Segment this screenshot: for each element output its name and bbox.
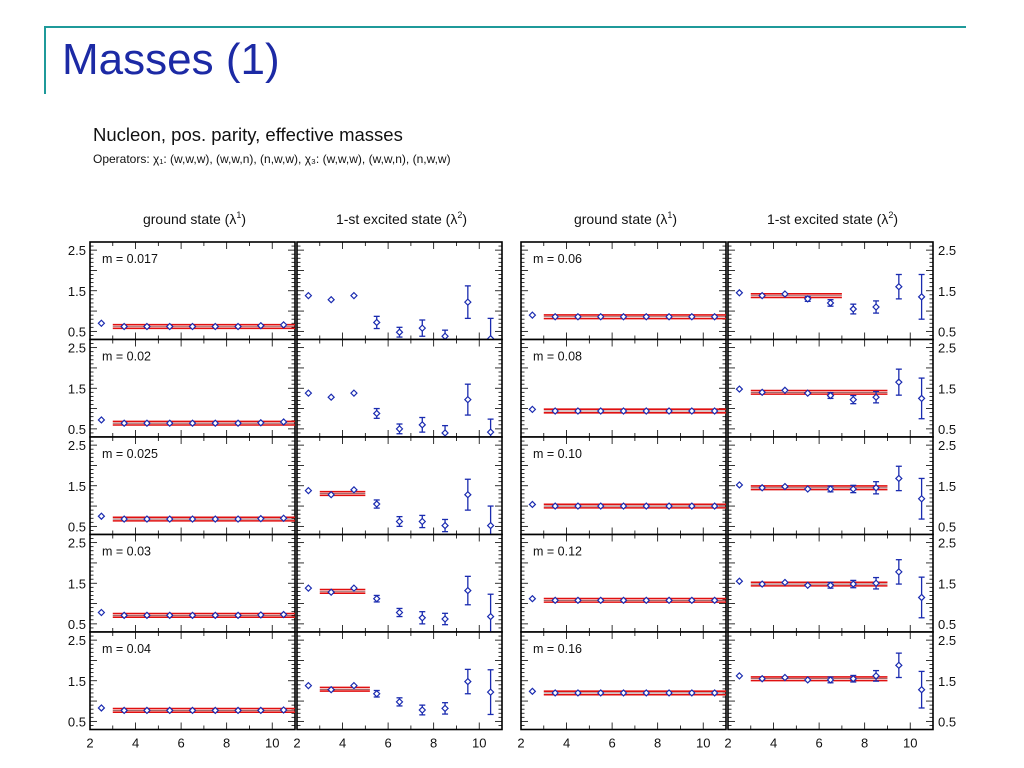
y-tick-label: 1.5 bbox=[67, 576, 86, 592]
column-header: 1-st excited state $(\lambda^2)$ bbox=[766, 210, 899, 227]
y-tick-label: 2.5 bbox=[938, 340, 957, 356]
x-tick-label: 10 bbox=[902, 735, 918, 751]
mass-label: m = 0.03 bbox=[102, 544, 151, 559]
mass-label: m = 0.02 bbox=[102, 349, 151, 364]
mass-label: m = 0.025 bbox=[102, 447, 158, 461]
column-header: ground state $(\lambda^1)$ bbox=[573, 210, 678, 227]
y-tick-label: 2.5 bbox=[67, 535, 86, 551]
x-tick-label: 2 bbox=[293, 735, 301, 751]
x-tick-label: 4 bbox=[131, 735, 140, 751]
y-tick-label: 0.5 bbox=[938, 421, 957, 437]
x-tick-label: 4 bbox=[338, 735, 347, 751]
x-tick-label: 10 bbox=[264, 735, 280, 751]
mass-label: m = 0.06 bbox=[533, 252, 582, 266]
y-tick-label: 1.5 bbox=[938, 283, 957, 299]
mass-label: m = 0.017 bbox=[102, 252, 158, 266]
y-tick-label: 0.5 bbox=[938, 324, 957, 340]
y-tick-label: 1.5 bbox=[67, 673, 86, 689]
column-header: 1-st excited state $(\lambda^2)$ bbox=[335, 210, 468, 227]
mass-label: m = 0.10 bbox=[533, 447, 582, 461]
y-tick-label: 0.5 bbox=[938, 616, 957, 632]
y-tick-label: 0.5 bbox=[67, 324, 86, 340]
x-tick-label: 8 bbox=[654, 735, 662, 751]
y-tick-label: 0.5 bbox=[67, 714, 86, 730]
y-tick-label: 2.5 bbox=[938, 535, 957, 551]
x-tick-label: 8 bbox=[861, 735, 869, 751]
y-tick-label: 0.5 bbox=[67, 616, 86, 632]
x-tick-label: 2 bbox=[517, 735, 525, 751]
y-tick-label: 1.5 bbox=[938, 673, 957, 689]
figure-subtitle: Operators: χ₁: (w,w,w), (w,w,n), (n,w,w), χ₃: (w,w,w), (w,w,n), (n,w,w) bbox=[93, 152, 451, 166]
slide-title: Masses (1) bbox=[62, 35, 280, 84]
y-tick-label: 2.5 bbox=[67, 633, 86, 649]
mass-label: m = 0.16 bbox=[533, 642, 582, 656]
x-tick-label: 10 bbox=[471, 735, 487, 751]
y-tick-label: 0.5 bbox=[938, 714, 957, 730]
y-tick-label: 1.5 bbox=[67, 381, 86, 397]
y-tick-label: 0.5 bbox=[67, 519, 86, 535]
column-header: ground state $(\lambda^1)$ bbox=[142, 210, 247, 227]
y-tick-label: 1.5 bbox=[67, 283, 86, 299]
y-tick-label: 2.5 bbox=[67, 243, 86, 259]
figure-title: Nucleon, pos. parity, effective masses bbox=[93, 124, 403, 145]
y-tick-label: 0.5 bbox=[938, 519, 957, 535]
x-tick-label: 6 bbox=[384, 735, 392, 751]
x-tick-label: 8 bbox=[223, 735, 231, 751]
y-tick-label: 0.5 bbox=[67, 421, 86, 437]
x-tick-label: 2 bbox=[724, 735, 732, 751]
x-tick-label: 8 bbox=[430, 735, 438, 751]
panel-frame bbox=[728, 340, 933, 438]
mass-label: m = 0.04 bbox=[102, 642, 151, 656]
panel-frame bbox=[297, 242, 502, 340]
x-tick-label: 6 bbox=[815, 735, 823, 751]
panel-frame bbox=[297, 632, 502, 730]
y-tick-label: 2.5 bbox=[938, 243, 957, 259]
panel-frame bbox=[297, 340, 502, 438]
mass-label: m = 0.12 bbox=[533, 544, 582, 559]
y-tick-label: 2.5 bbox=[938, 633, 957, 649]
y-tick-label: 2.5 bbox=[938, 438, 957, 454]
x-tick-label: 6 bbox=[177, 735, 185, 751]
mass-label: m = 0.08 bbox=[533, 349, 582, 364]
y-tick-label: 1.5 bbox=[938, 576, 957, 592]
panel-frame bbox=[297, 535, 502, 633]
x-tick-label: 2 bbox=[86, 735, 94, 751]
y-tick-label: 1.5 bbox=[938, 478, 957, 494]
x-tick-label: 10 bbox=[695, 735, 711, 751]
y-tick-label: 2.5 bbox=[67, 438, 86, 454]
y-tick-label: 1.5 bbox=[938, 381, 957, 397]
x-tick-label: 4 bbox=[562, 735, 571, 751]
y-tick-label: 2.5 bbox=[67, 340, 86, 356]
x-tick-label: 6 bbox=[608, 735, 616, 751]
x-tick-label: 4 bbox=[769, 735, 778, 751]
panel-frame bbox=[728, 242, 933, 340]
y-tick-label: 1.5 bbox=[67, 478, 86, 494]
